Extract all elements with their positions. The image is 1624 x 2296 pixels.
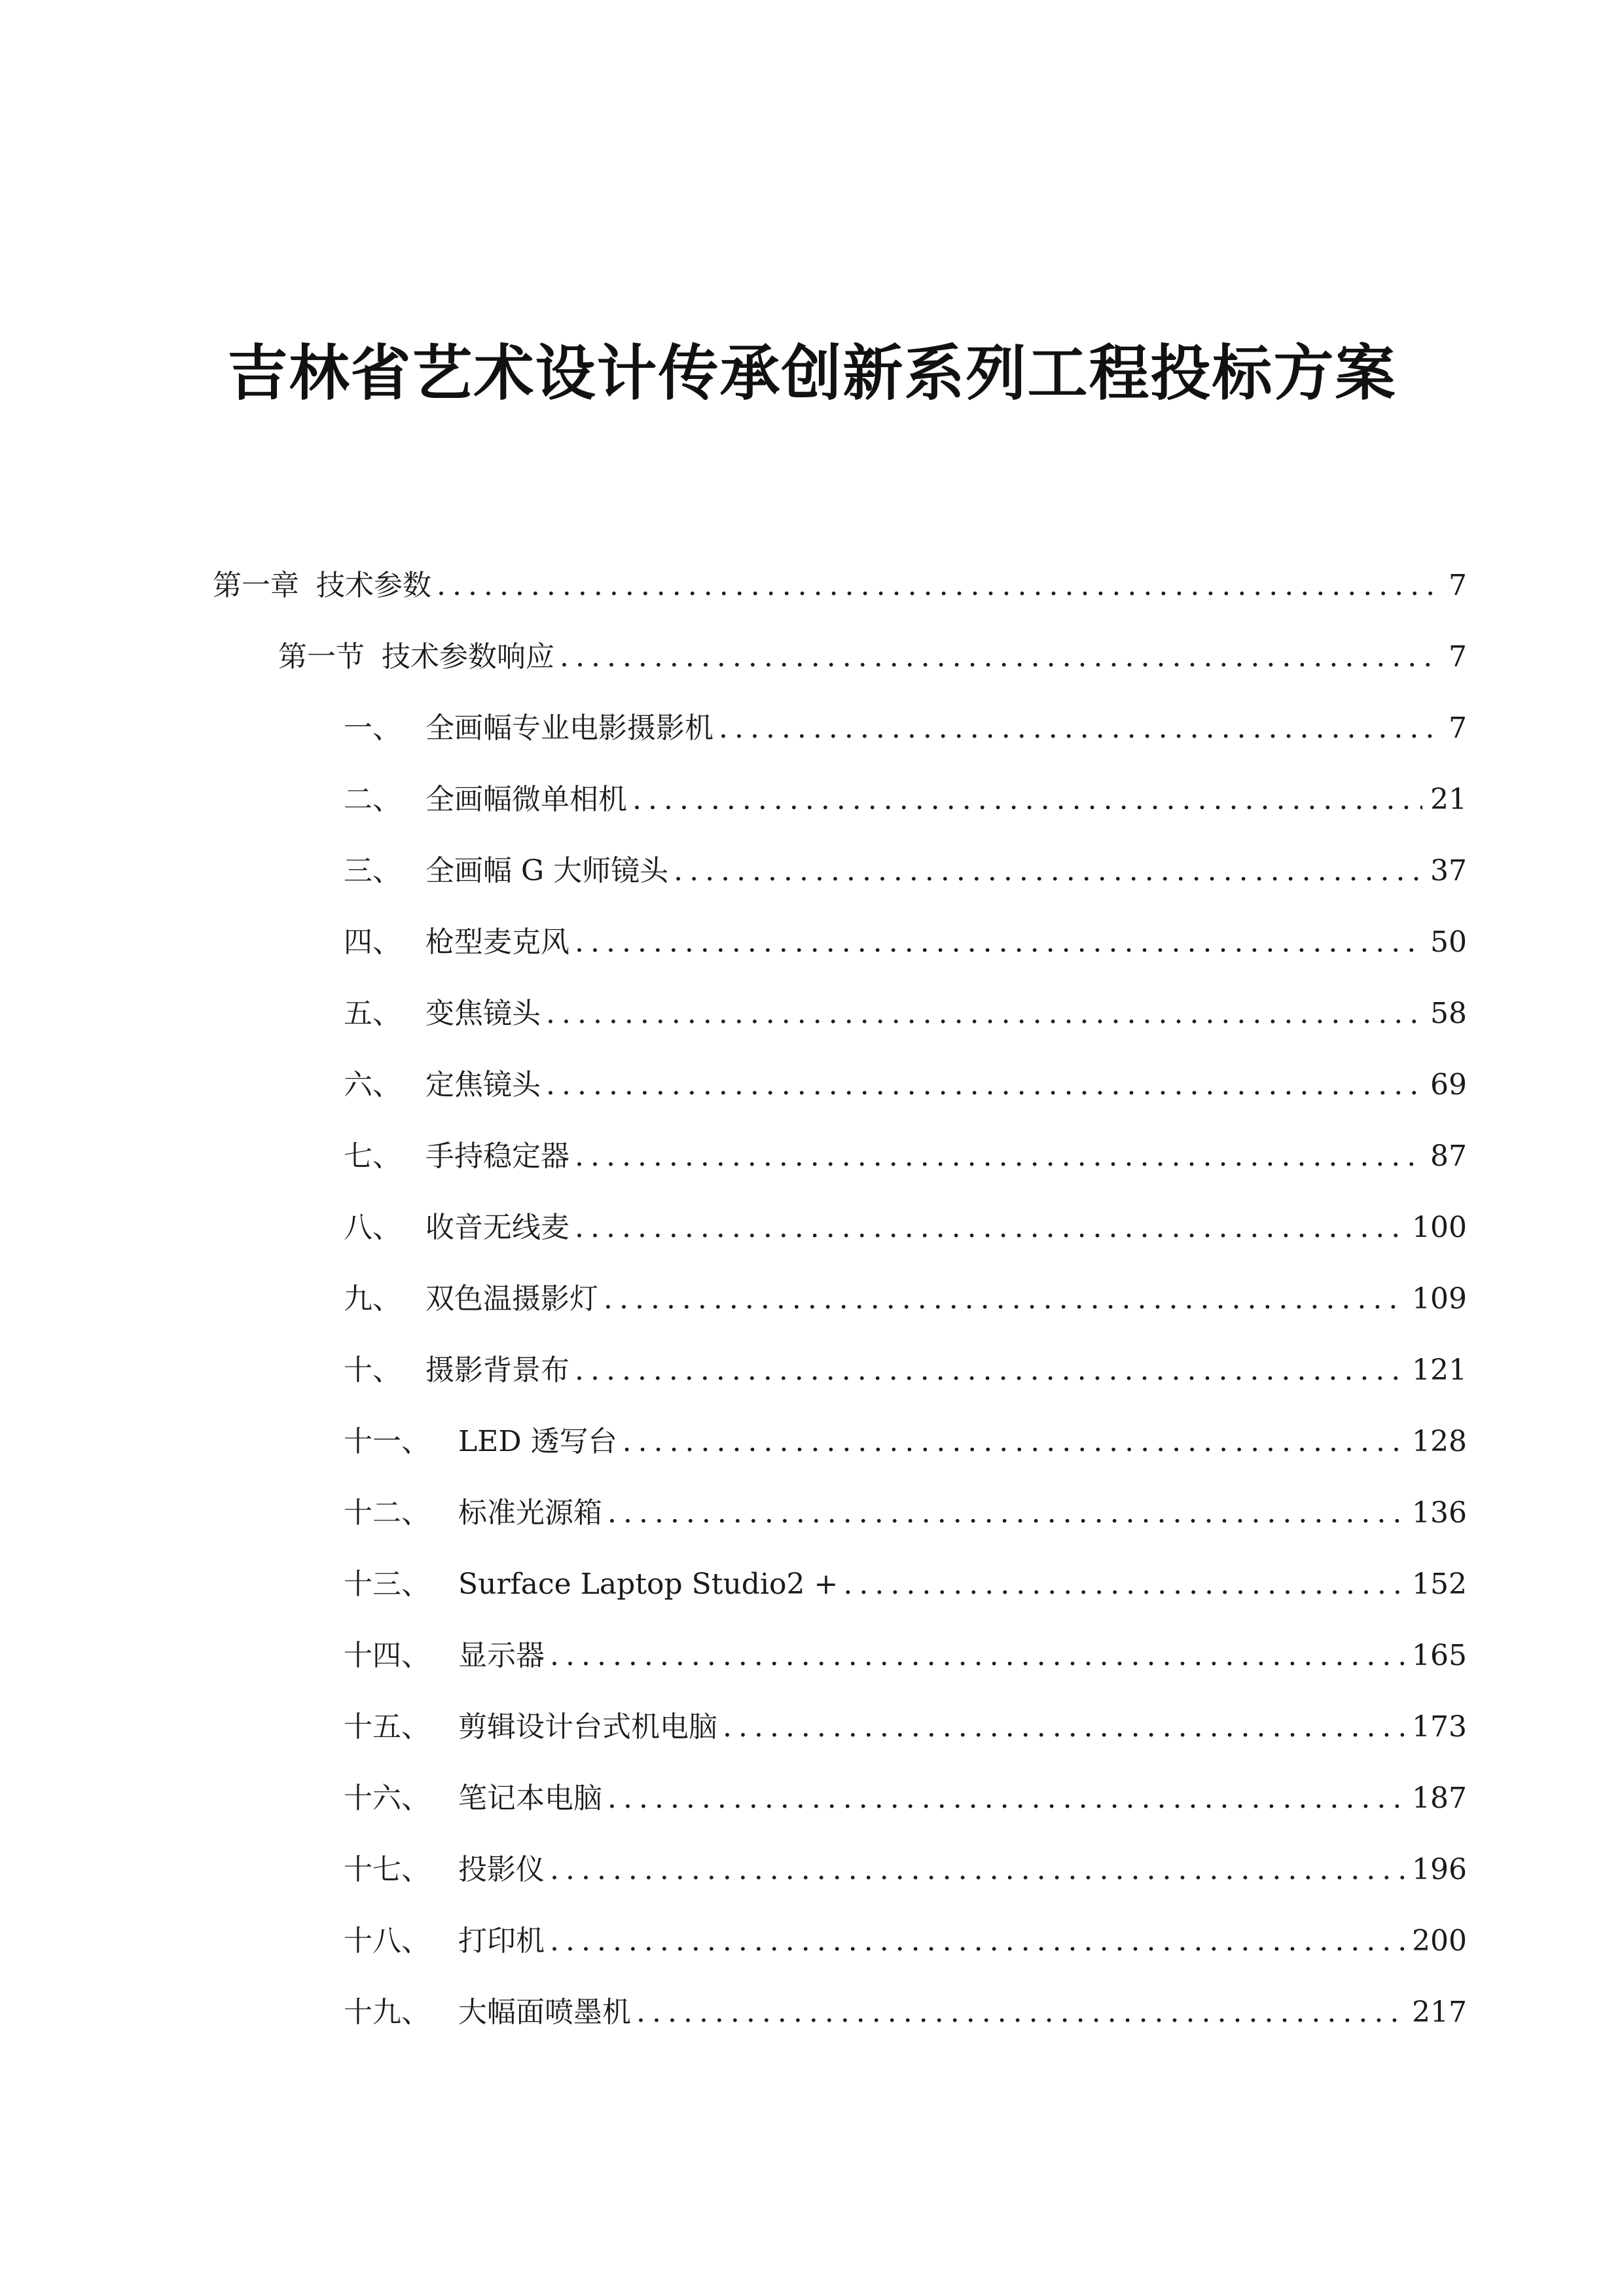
toc-dot-leader [674, 848, 1422, 894]
toc-entry-number: 七、 [344, 1139, 401, 1173]
toc-entry-number: 三、 [344, 854, 401, 888]
toc-entry-item[interactable] [0, 1704, 1624, 1750]
toc-entry-number: 十二、 [344, 1496, 430, 1530]
toc-entry-title: 打印机 [458, 1924, 545, 1958]
toc-entry-title: 全画幅微单相机 [425, 783, 627, 816]
toc-entry-title: LED 透写台 [458, 1425, 617, 1458]
toc-entry-item[interactable] [0, 706, 1624, 751]
document-title: 吉林省艺术设计传承创新系列工程投标方案 [227, 338, 1397, 408]
toc-entry-number: 九、 [344, 1282, 401, 1316]
toc-entry-number: 十七、 [344, 1853, 430, 1886]
toc-entry-item[interactable] [0, 1776, 1624, 1821]
toc-entry-number: 二、 [344, 783, 401, 816]
toc-entry-number: 十八、 [344, 1924, 430, 1958]
toc-dot-leader [723, 1704, 1404, 1750]
toc-entry-title: 大幅面喷墨机 [458, 1996, 631, 2029]
toc-entry-item[interactable] [0, 848, 1624, 894]
toc-entry-number: 四、 [344, 925, 401, 959]
toc-entry-page: 173 [1412, 1710, 1467, 1744]
toc-entry-item[interactable] [0, 1062, 1624, 1108]
toc-entry-page: 37 [1430, 854, 1467, 888]
toc-entry-item[interactable] [0, 1918, 1624, 1964]
toc-entry-page: 21 [1430, 783, 1467, 816]
toc-dot-leader [560, 634, 1441, 680]
toc-entry-page: 217 [1412, 1996, 1467, 2029]
toc-entry-page: 87 [1430, 1139, 1467, 1173]
toc-entry-page: 7 [1449, 569, 1467, 602]
toc-entry-number: 十四、 [344, 1639, 430, 1672]
toc-entry-page: 69 [1430, 1068, 1467, 1102]
toc-entry-title: 收音无线麦 [425, 1211, 569, 1244]
toc-dot-leader [550, 1918, 1404, 1964]
toc-entry-item[interactable] [0, 1348, 1624, 1393]
toc-dot-leader [632, 777, 1422, 823]
toc-entry-page: 7 [1449, 711, 1467, 745]
toc-entry-number: 五、 [344, 997, 401, 1030]
toc-dot-leader [575, 1134, 1422, 1179]
toc-dot-leader [604, 1276, 1404, 1322]
toc-dot-leader [575, 920, 1422, 965]
toc-entry-item[interactable] [0, 1276, 1624, 1322]
toc-dot-leader [636, 1990, 1404, 2036]
toc-entry-title: 标准光源箱 [458, 1496, 602, 1530]
toc-dot-leader [623, 1419, 1404, 1465]
toc-entry-item[interactable] [0, 991, 1624, 1037]
toc-dot-leader [607, 1776, 1404, 1821]
toc-entry-title: 变焦镜头 [425, 997, 541, 1030]
toc-entry-page: 121 [1412, 1354, 1467, 1387]
toc-entry-title: 技术参数 [316, 569, 431, 602]
toc-entry-title: 摄影背景布 [425, 1354, 569, 1387]
toc-entry-title: 双色温摄影灯 [425, 1282, 598, 1316]
toc-entry-title: 枪型麦克风 [425, 925, 569, 959]
toc-entry-number: 十、 [344, 1354, 401, 1387]
toc-entry-section-1[interactable] [0, 634, 1624, 680]
toc-entry-number: 第一节 [278, 640, 365, 673]
toc-entry-title: Surface Laptop Studio2 + [458, 1568, 839, 1601]
toc-dot-leader [607, 1490, 1404, 1536]
toc-entry-item[interactable] [0, 920, 1624, 965]
toc-dot-leader [550, 1633, 1404, 1679]
toc-entry-title: 笔记本电脑 [458, 1782, 602, 1815]
toc-entry-page: 50 [1430, 925, 1467, 959]
toc-entry-item[interactable] [0, 1633, 1624, 1679]
toc-entry-title: 全画幅 G 大师镜头 [425, 854, 669, 888]
toc-entry-number: 第一章 [213, 569, 299, 602]
toc-dot-leader [575, 1348, 1404, 1393]
toc-entry-title: 剪辑设计台式机电脑 [458, 1710, 717, 1744]
toc-entry-page: 109 [1412, 1282, 1467, 1316]
toc-entry-page: 165 [1412, 1639, 1467, 1672]
toc-entry-page: 200 [1412, 1924, 1467, 1958]
toc-entry-item[interactable] [0, 777, 1624, 823]
toc-entry-page: 152 [1412, 1568, 1467, 1601]
toc-dot-leader [719, 706, 1441, 751]
toc-entry-chapter-1[interactable] [0, 563, 1624, 609]
toc-entry-number: 十三、 [344, 1568, 430, 1601]
toc-dot-leader [546, 991, 1422, 1037]
toc-entry-page: 100 [1412, 1211, 1467, 1244]
toc-entry-title: 技术参数响应 [382, 640, 554, 673]
toc-entry-number: 十六、 [344, 1782, 430, 1815]
toc-dot-leader [843, 1562, 1404, 1607]
toc-entry-number: 十一、 [344, 1425, 430, 1458]
toc-entry-number: 一、 [344, 711, 401, 745]
toc-dot-leader [550, 1847, 1404, 1893]
toc-entry-item[interactable] [0, 1134, 1624, 1179]
toc-entry-page: 58 [1430, 997, 1467, 1030]
toc-entry-number: 十九、 [344, 1996, 430, 2029]
toc-entry-page: 136 [1412, 1496, 1467, 1530]
toc-dot-leader [437, 563, 1441, 609]
toc-dot-leader [546, 1062, 1422, 1108]
toc-entry-title: 投影仪 [458, 1853, 545, 1886]
toc-entry-item[interactable] [0, 1419, 1624, 1465]
toc-entry-title: 定焦镜头 [425, 1068, 541, 1102]
toc-entry-page: 187 [1412, 1782, 1467, 1815]
toc-entry-item[interactable] [0, 1562, 1624, 1607]
toc-dot-leader [575, 1205, 1404, 1251]
toc-entry-number: 八、 [344, 1211, 401, 1244]
toc-entry-number: 十五、 [344, 1710, 430, 1744]
toc-entry-item[interactable] [0, 1847, 1624, 1893]
toc-entry-title: 全画幅专业电影摄影机 [425, 711, 713, 745]
toc-entry-title: 显示器 [458, 1639, 545, 1672]
toc-entry-page: 196 [1412, 1853, 1467, 1886]
toc-entry-item[interactable] [0, 1490, 1624, 1536]
toc-entry-page: 7 [1449, 640, 1467, 673]
toc-entry-item[interactable] [0, 1990, 1624, 2036]
toc-entry-page: 128 [1412, 1425, 1467, 1458]
toc-entry-item[interactable] [0, 1205, 1624, 1251]
toc-entry-number: 六、 [344, 1068, 401, 1102]
toc-entry-title: 手持稳定器 [425, 1139, 569, 1173]
